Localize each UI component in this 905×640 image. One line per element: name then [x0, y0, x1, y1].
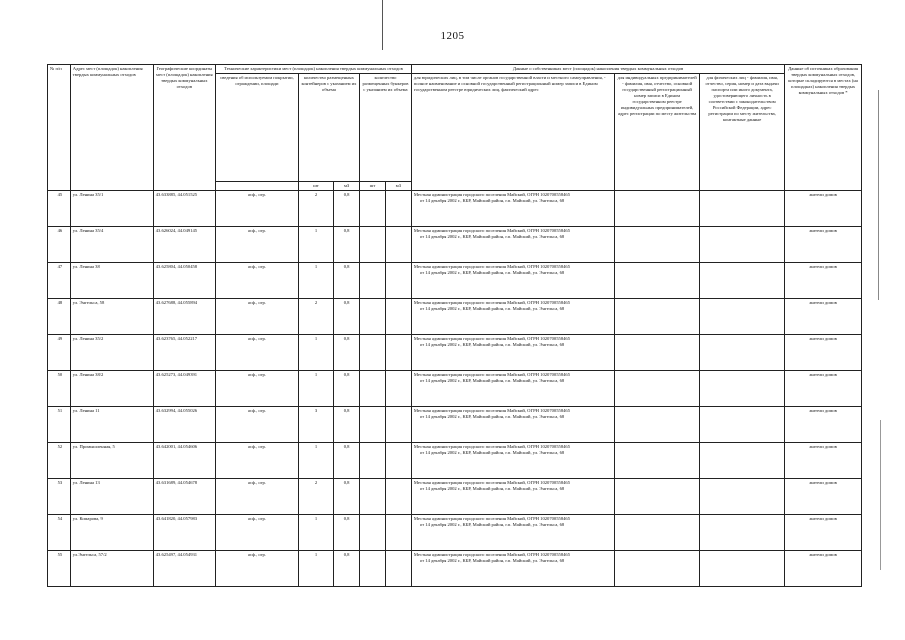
row-bunker-volume [385, 335, 411, 371]
row-cover: асф., огр. [215, 263, 298, 299]
header-row-1 [48, 65, 862, 74]
table-row [48, 551, 862, 587]
scan-mark-top [382, 0, 383, 50]
scan-mark-right-2 [880, 420, 881, 570]
row-number: 50 [48, 371, 71, 407]
row-container-volume: 0,8 [334, 371, 360, 407]
row-number: 54 [48, 515, 71, 551]
owner-name: Местная администрация городского поселения Майский, ОГРН 1020700558465 [413, 192, 571, 197]
row-bunker-count [360, 263, 386, 299]
row-bunker-count [360, 371, 386, 407]
row-bunker-volume [385, 515, 411, 551]
row-individual-owner [700, 515, 785, 551]
row-container-volume: 0,8 [334, 407, 360, 443]
row-legal-owner [411, 515, 614, 551]
row-entrepreneur-owner [615, 443, 700, 479]
owner-address: от 14 декабря 2002 г., КБР, Майский район, г.п. Майский, ул. Энгельса, 68 [419, 522, 565, 527]
row-cover: асф., огр. [215, 335, 298, 371]
row-container-volume: 0,8 [334, 263, 360, 299]
row-bunker-count [360, 299, 386, 335]
row-legal-owner [411, 263, 614, 299]
row-cover: асф., огр. [215, 191, 298, 227]
owner-name: Местная администрация городского поселения Майский, ОГРН 1020700558465 [413, 336, 571, 341]
owner-name: Местная администрация городского поселения Майский, ОГРН 1020700558465 [413, 516, 571, 521]
row-entrepreneur-owner [615, 371, 700, 407]
table-body [48, 191, 862, 587]
row-entrepreneur-owner [615, 227, 700, 263]
header-owner-group: Данные о собственниках мест (площадок) накопления твердых коммунальных отходов [411, 65, 784, 74]
row-container-volume: 0,8 [334, 227, 360, 263]
row-bunker-volume [385, 299, 411, 335]
row-waste-source: жители домов [785, 515, 862, 551]
row-container-count: 1 [298, 515, 333, 551]
row-address: ул. Промышленная, 5 [70, 443, 153, 479]
row-bunker-count [360, 407, 386, 443]
row-number: 51 [48, 407, 71, 443]
header-unit-pcs-bunkers: шт [360, 182, 386, 191]
owner-name: Местная администрация городского поселения Майский, ОГРН 1020700558465 [413, 228, 571, 233]
page-number: 1205 [440, 30, 465, 42]
owner-address: от 14 декабря 2002 г., КБР, Майский район, г.п. Майский, ул. Энгельса, 68 [419, 342, 565, 347]
owner-address: от 14 декабря 2002 г., КБР, Майский район, г.п. Майский, ул. Энгельса, 68 [419, 486, 565, 491]
row-waste-source: жители домов [785, 479, 862, 515]
header-num: № п/п [48, 65, 71, 191]
owner-name: Местная администрация городского поселения Майский, ОГРН 1020700558465 [413, 480, 571, 485]
row-container-count: 1 [298, 551, 333, 587]
header-legal-entity: для юридических лиц, в том числе органов государственной власти и местного самоуправления, - полное наименование и основной государственный регистрационный номер записи в Едином государственном реестре юридических лиц, фактический адрес [411, 74, 614, 191]
row-entrepreneur-owner [615, 299, 700, 335]
row-container-count: 1 [298, 371, 333, 407]
row-individual-owner [700, 299, 785, 335]
row-cover: асф., огр. [215, 443, 298, 479]
row-address: ул. Ленина 11 [70, 407, 153, 443]
row-bunker-count [360, 191, 386, 227]
row-cover: асф., огр. [215, 515, 298, 551]
header-sources: Данные об источниках образования твердых коммунальных отходов, которые складируются в местах (на площадках) накопления твердых коммунальных отходов * [785, 65, 862, 191]
owner-name: Местная администрация городского поселения Майский, ОГРН 1020700558465 [413, 408, 571, 413]
table-row [48, 335, 862, 371]
row-address: ул. Ленина 38/2 [70, 371, 153, 407]
row-coordinates: 43.632994, 44.055026 [153, 407, 215, 443]
table-row [48, 227, 862, 263]
row-address: ул. Ленина 35/2 [70, 335, 153, 371]
owner-address: от 14 декабря 2002 г., КБР, Майский район, г.п. Майский, ул. Энгельса, 68 [419, 306, 565, 311]
table-row [48, 299, 862, 335]
row-number: 48 [48, 299, 71, 335]
row-bunker-volume [385, 263, 411, 299]
row-coordinates: 43.625804, 44.050458 [153, 263, 215, 299]
row-container-count: 2 [298, 191, 333, 227]
row-waste-source: жители домов [785, 227, 862, 263]
header-cover-blank [215, 182, 298, 191]
row-container-volume: 0,8 [334, 191, 360, 227]
header-unit-m3: м3 [334, 182, 360, 191]
row-legal-owner [411, 407, 614, 443]
row-number: 46 [48, 227, 71, 263]
table-row [48, 515, 862, 551]
row-individual-owner [700, 227, 785, 263]
row-address: ул. Комарова, 9 [70, 515, 153, 551]
row-waste-source: жители домов [785, 263, 862, 299]
row-container-count: 1 [298, 227, 333, 263]
row-bunker-volume [385, 227, 411, 263]
table-row [48, 407, 862, 443]
table-row [48, 263, 862, 299]
row-waste-source: жители домов [785, 443, 862, 479]
row-legal-owner [411, 371, 614, 407]
row-legal-owner [411, 227, 614, 263]
row-individual-owner [700, 371, 785, 407]
table-row [48, 191, 862, 227]
header-address: Адрес мест (площадок) накопления твердых коммунальных отходов [70, 65, 153, 191]
row-container-volume: 0,8 [334, 443, 360, 479]
row-entrepreneur-owner [615, 407, 700, 443]
row-container-volume: 0,8 [334, 335, 360, 371]
row-coordinates: 43.631689, 44.054678 [153, 479, 215, 515]
row-legal-owner [411, 551, 614, 587]
row-legal-owner [411, 443, 614, 479]
row-cover: асф., огр. [215, 479, 298, 515]
header-coords: Географические координаты мест (площадок) накопления твердых коммунальных отходов [153, 65, 215, 191]
row-cover: асф., огр. [215, 299, 298, 335]
row-coordinates: 43.642001, 44.054606 [153, 443, 215, 479]
row-waste-source: жители домов [785, 299, 862, 335]
row-coordinates: 43.627688, 44.055894 [153, 299, 215, 335]
owner-address: от 14 декабря 2002 г., КБР, Майский район, г.п. Майский, ул. Энгельса, 68 [419, 450, 565, 455]
owner-name: Местная администрация городского поселения Майский, ОГРН 1020700558465 [413, 264, 571, 269]
owner-name: Местная администрация городского поселения Майский, ОГРН 1020700558465 [413, 372, 571, 377]
row-individual-owner [700, 551, 785, 587]
row-waste-source: жители домов [785, 371, 862, 407]
row-address: ул. Ленина 38 [70, 263, 153, 299]
table-row [48, 443, 862, 479]
row-cover: асф., огр. [215, 227, 298, 263]
row-entrepreneur-owner [615, 479, 700, 515]
row-container-volume: 0,8 [334, 299, 360, 335]
row-cover: асф., огр. [215, 371, 298, 407]
row-bunker-count [360, 515, 386, 551]
row-entrepreneur-owner [615, 191, 700, 227]
owner-address: от 14 декабря 2002 г., КБР, Майский район, г.п. Майский, ул. Энгельса, 68 [419, 270, 565, 275]
row-container-count: 1 [298, 335, 333, 371]
row-coordinates: 43.625497, 44.054931 [153, 551, 215, 587]
header-cover: сведения об используемом покрытии, ограждении, площади [215, 74, 298, 182]
row-bunker-count [360, 551, 386, 587]
row-legal-owner [411, 191, 614, 227]
header-individual: для физических лиц - фамилия, имя, отчество, серия, номер и дата выдачи паспорта или иного документа, удостоверяющего личность в соответствии с законодательством Российской Федерации, адрес регистрации по месту жительства, контактные данные [700, 74, 785, 191]
row-container-volume: 0,8 [334, 551, 360, 587]
row-entrepreneur-owner [615, 335, 700, 371]
row-individual-owner [700, 479, 785, 515]
owner-name: Местная администрация городского поселения Майский, ОГРН 1020700558465 [413, 300, 571, 305]
row-container-count: 2 [298, 479, 333, 515]
row-coordinates: 43.623765, 44.052217 [153, 335, 215, 371]
row-bunker-count [360, 443, 386, 479]
row-waste-source: жители домов [785, 407, 862, 443]
row-number: 49 [48, 335, 71, 371]
row-container-count: 2 [298, 299, 333, 335]
row-waste-source: жители домов [785, 191, 862, 227]
row-number: 45 [48, 191, 71, 227]
row-address: ул.Энгельса, 57/2 [70, 551, 153, 587]
row-bunker-volume [385, 407, 411, 443]
owner-address: от 14 декабря 2002 г., КБР, Майский район, г.п. Майский, ул. Энгельса, 68 [419, 558, 565, 563]
header-containers: количество размещенных контейнеров с указанием их объема [298, 74, 359, 182]
row-individual-owner [700, 191, 785, 227]
waste-sites-table [47, 64, 862, 587]
row-legal-owner [411, 479, 614, 515]
row-container-count: 1 [298, 263, 333, 299]
owner-name: Местная администрация городского поселения Майский, ОГРН 1020700558465 [413, 552, 571, 557]
row-entrepreneur-owner [615, 515, 700, 551]
row-address: ул. Ленина 35/4 [70, 227, 153, 263]
row-bunker-count [360, 479, 386, 515]
table-row [48, 371, 862, 407]
header-unit-m3-bunkers: м3 [385, 182, 411, 191]
row-bunker-volume [385, 443, 411, 479]
row-cover: асф., огр. [215, 551, 298, 587]
row-container-volume: 0,8 [334, 515, 360, 551]
owner-address: от 14 декабря 2002 г., КБР, Майский район, г.п. Майский, ул. Энгельса, 68 [419, 414, 565, 419]
row-entrepreneur-owner [615, 263, 700, 299]
header-unit-pcs: шт [298, 182, 333, 191]
row-individual-owner [700, 335, 785, 371]
header-entrepreneur: для индивидуальных предпринимателей - фамилия, имя, отчество, основной государственный регистрационный номер записи в Едином государственном реестре индивидуальных предпринимателей, адрес регистрации по месту жительства [615, 74, 700, 191]
row-bunker-volume [385, 479, 411, 515]
row-number: 55 [48, 551, 71, 587]
row-container-volume: 0,8 [334, 479, 360, 515]
row-address: ул. Ленина 35/1 [70, 191, 153, 227]
row-bunker-volume [385, 551, 411, 587]
row-individual-owner [700, 263, 785, 299]
scan-mark-right [878, 90, 879, 300]
owner-name: Местная администрация городского поселения Майский, ОГРН 1020700558465 [413, 444, 571, 449]
row-number: 52 [48, 443, 71, 479]
row-legal-owner [411, 335, 614, 371]
table-row [48, 479, 862, 515]
row-bunker-count [360, 227, 386, 263]
row-individual-owner [700, 407, 785, 443]
row-coordinates: 43.633885, 44.051525 [153, 191, 215, 227]
row-address: ул. Энгельса, 58 [70, 299, 153, 335]
row-bunker-volume [385, 191, 411, 227]
header-tech-group: Технические характеристики мест (площадок) накопления твердых коммунальных отходов [215, 65, 411, 74]
row-entrepreneur-owner [615, 551, 700, 587]
row-bunker-count [360, 335, 386, 371]
row-coordinates: 43.641820, 44.057983 [153, 515, 215, 551]
row-bunker-volume [385, 371, 411, 407]
row-coordinates: 43.625273, 44.049391 [153, 371, 215, 407]
row-container-count: 3 [298, 407, 333, 443]
row-individual-owner [700, 443, 785, 479]
owner-address: от 14 декабря 2002 г., КБР, Майский район, г.п. Майский, ул. Энгельса, 68 [419, 198, 565, 203]
row-legal-owner [411, 299, 614, 335]
header-bunkers: количество размещенных бункеров с указанием их объема [360, 74, 412, 182]
row-waste-source: жители домов [785, 335, 862, 371]
row-waste-source: жители домов [785, 551, 862, 587]
owner-address: от 14 декабря 2002 г., КБР, Майский район, г.п. Майский, ул. Энгельса, 68 [419, 234, 565, 239]
row-container-count: 1 [298, 443, 333, 479]
row-number: 53 [48, 479, 71, 515]
owner-address: от 14 декабря 2002 г., КБР, Майский район, г.п. Майский, ул. Энгельса, 68 [419, 378, 565, 383]
row-cover: асф., огр. [215, 407, 298, 443]
row-coordinates: 43.626024, 44.049145 [153, 227, 215, 263]
row-address: ул. Ленина 13 [70, 479, 153, 515]
row-number: 47 [48, 263, 71, 299]
